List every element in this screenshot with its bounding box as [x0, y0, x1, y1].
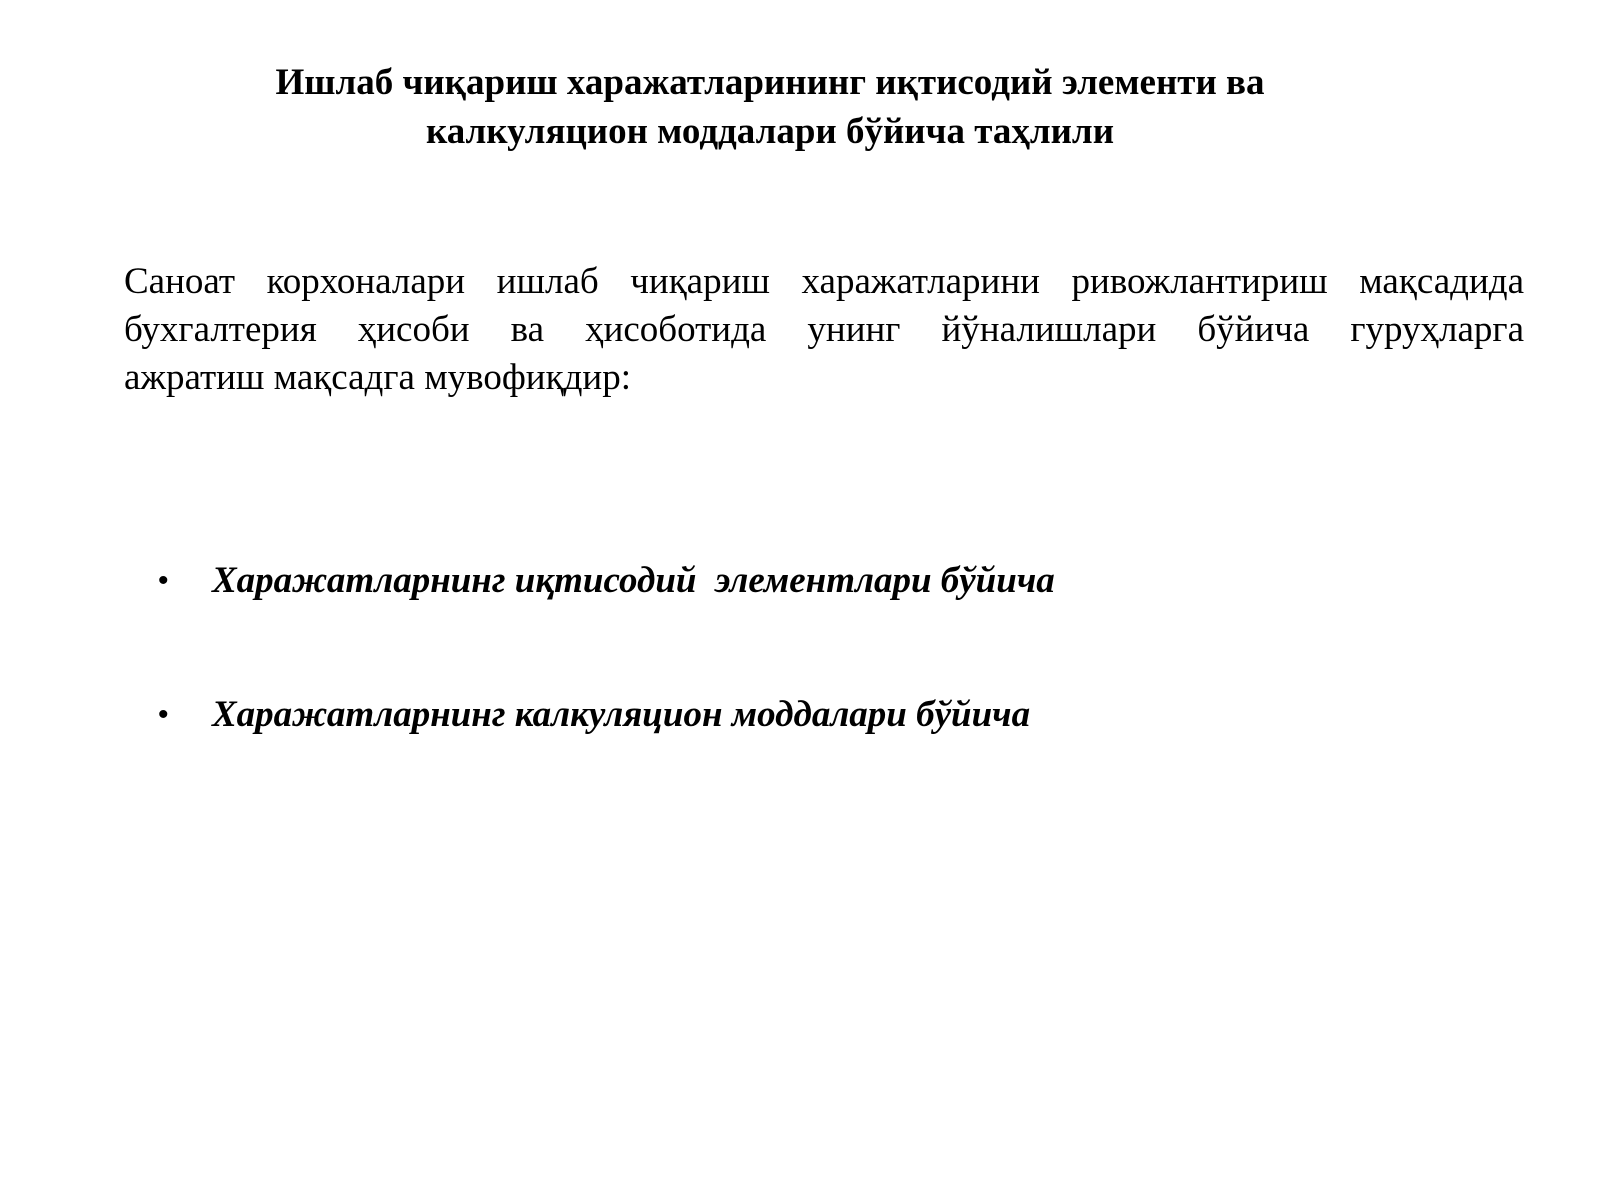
bullet-icon: •: [158, 698, 169, 731]
bullet-text: Харажатларнинг калкуляцион моддалари бўйича: [212, 694, 1031, 735]
list-item: [158, 689, 1458, 741]
intro-line: бухгалтерия ҳисоби ва ҳисоботида унинг йўналишлари бўйича гуруҳларга: [124, 309, 1524, 350]
bullet-text: Харажатларнинг иқтисодий элементлари бўйича: [212, 560, 1055, 601]
list-item: [158, 555, 1458, 607]
intro-paragraph: [124, 258, 1524, 402]
intro-line: ажратиш мақсадга мувофиқдир:: [124, 357, 631, 398]
intro-line: Саноат корхоналари ишлаб чиқариш харажатларини ривожлантириш мақсадида: [124, 261, 1524, 302]
slide-title-line: Ишлаб чиқариш харажатларининг иқтисодий элементи ва: [275, 62, 1265, 103]
slide-title-line: калкуляцион моддалари бўйича таҳлили: [425, 111, 1115, 152]
bullet-icon: •: [158, 564, 169, 597]
slide-title: [150, 58, 1390, 156]
bullet-list: [158, 555, 1458, 823]
